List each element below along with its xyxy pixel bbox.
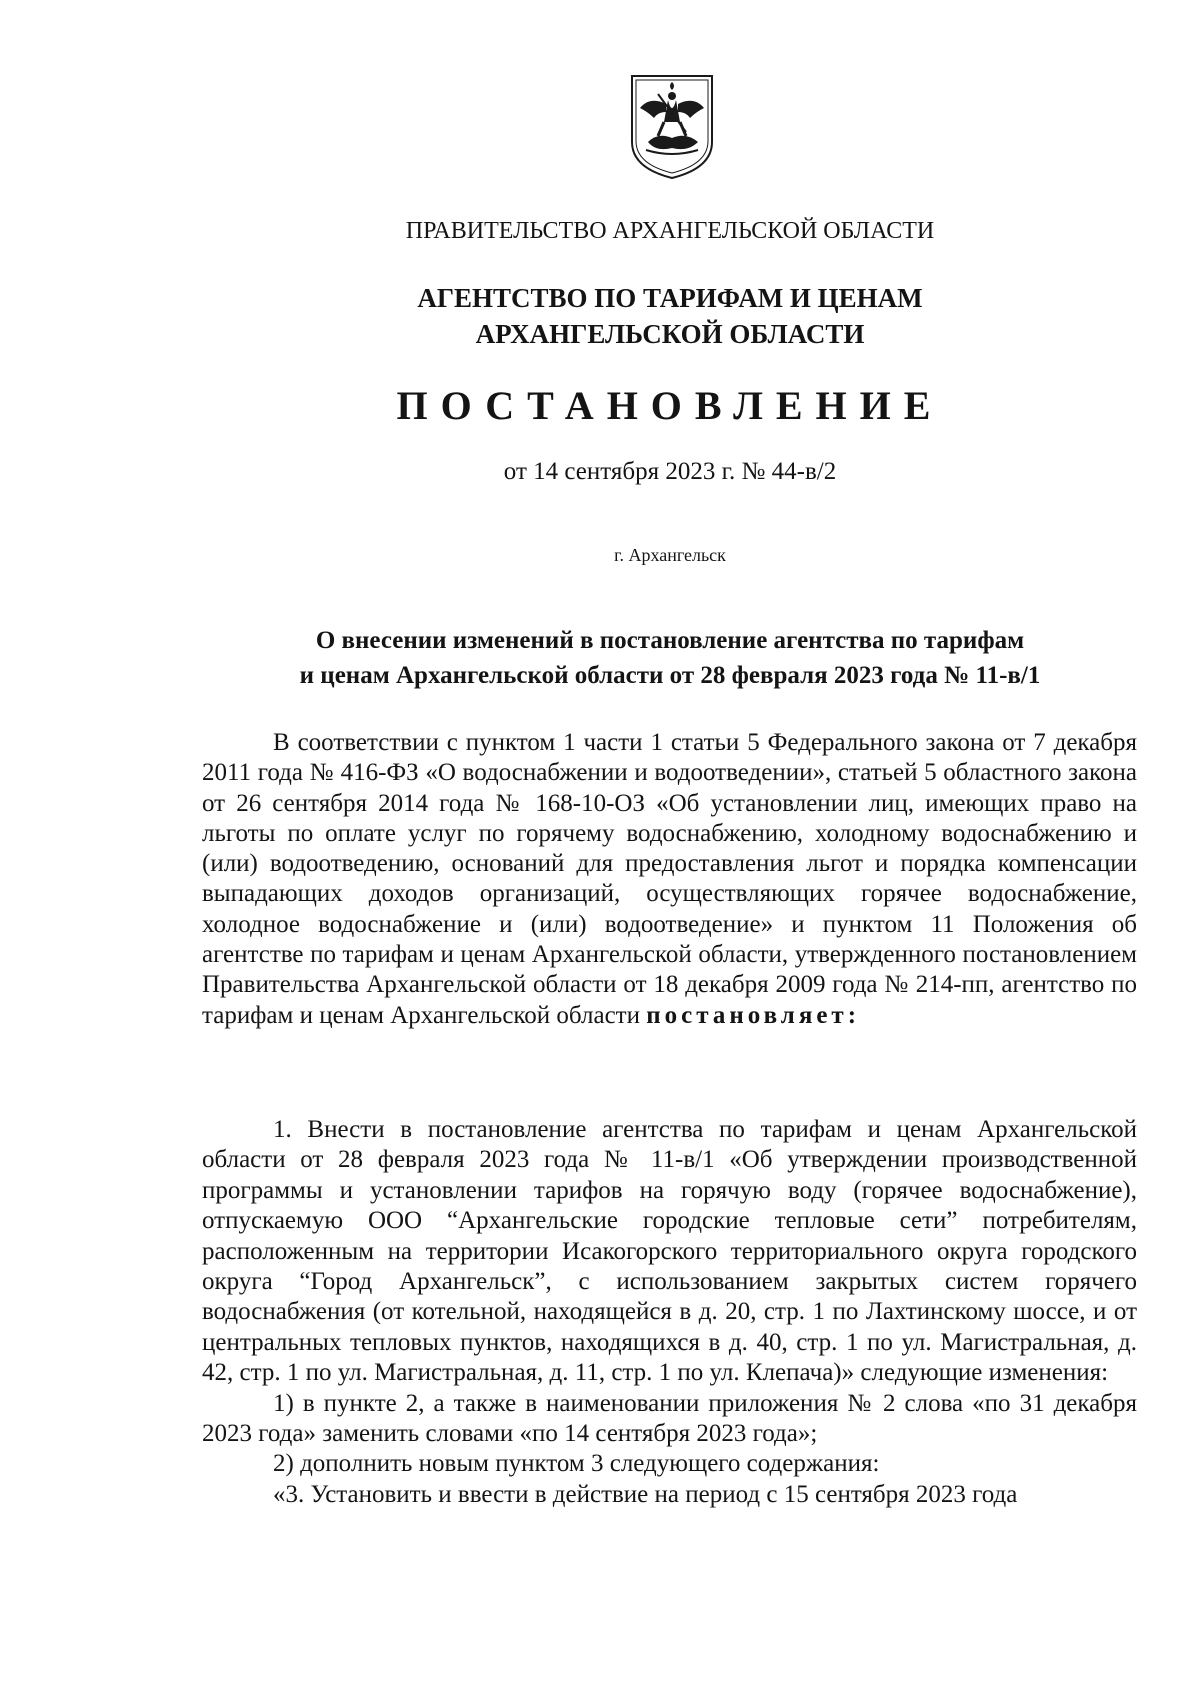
items-block: [202, 1115, 1137, 1510]
agency-name: [0, 280, 1200, 352]
coat-of-arms-icon: [628, 72, 716, 182]
document-city: г. Архангельск: [614, 545, 726, 565]
preamble-paragraph: [202, 728, 1137, 1031]
government-name: ПРАВИТЕЛЬСТВО АРХАНГЕЛЬСКОЙ ОБЛАСТИ: [405, 218, 935, 244]
quoted-item-3-paragraph: «3. Установить и ввести в действие на период с 15 сентября 2023 года: [273, 1480, 1018, 1508]
resolves-word: постановляет:: [646, 1001, 861, 1029]
subject-line-1: О внесении изменений в постановление агентства по тарифам: [315, 627, 1025, 654]
subitem-1-paragraph: 1) в пункте 2, а также в наименовании приложения № 2 слова «по 31 декабря 2023 года» заменить словами «по 14 сентября 2023 года»;: [202, 1389, 1137, 1448]
agency-name-line-1: АГЕНТСТВО ПО ТАРИФАМ И ЦЕНАМ: [417, 283, 923, 313]
document-date-number: от 14 сентября 2023 г. № 44-в/2: [503, 458, 837, 485]
item-1-paragraph: 1. Внести в постановление агентства по тарифам и ценам Архангельской области от 28 февраля 2023 года № 11-в/1 «Об утверждении производственной программы и установлении тарифов на горячую воду (горячее водоснабжение), отпускаемую ООО “Архангельские городские тепловые сети” потребителям, расположенным на территории Исакогорского территориального округа городского округа “Город Архангельск”, с использованием закрытых систем горячего водоснабжения (от котельной, находящейся в д. 20, стр. 1 по Лахтинскому шоссе, и от центральных тепловых пунктов, находящихся в д. 40, стр. 1 по ул. Магистральная, д. 42, стр. 1 по ул. Магистральная, д. 11, стр. 1 по ул. Клепача)» следующие изменения:: [202, 1116, 1137, 1387]
document-type-title: ПОСТАНОВЛЕНИЕ: [396, 383, 944, 428]
preamble-block: [202, 728, 1137, 1031]
document-subject: [200, 623, 1140, 693]
preamble-text: В соответствии с пунктом 1 части 1 статьи 5 Федерального закона от 7 декабря 2011 года № 416-ФЗ «О водоснабжении и водоотведении», статьей 5 областного закона от 26 сентября 2014 года № 168-10-ОЗ «Об установлении лиц, имеющих право на льготы по оплате услуг по горячему водоснабжению, холодному водоснабжению и (или) водоотведению, оснований для предоставления льгот и порядка компенсации выпадающих доходов организаций, осуществляющих горячее водоснабжение, холодное водоснабжение и (или) водоотведение» и пунктом 11 Положения об агентстве по тарифам и ценам Архангельской области, утвержденного постановлением Правительства Архангельской области от 18 декабря 2009 года № 214-пп, агентство по тарифам и ценам Архангельской области: [202, 729, 1137, 1029]
subject-line-2: и ценам Архангельской области от 28 февраля 2023 года № 11-в/1: [299, 662, 1041, 689]
subitem-2-paragraph: 2) дополнить новым пунктом 3 следующего содержания:: [273, 1450, 880, 1478]
agency-name-line-2: АРХАНГЕЛЬСКОЙ ОБЛАСТИ: [475, 319, 865, 349]
